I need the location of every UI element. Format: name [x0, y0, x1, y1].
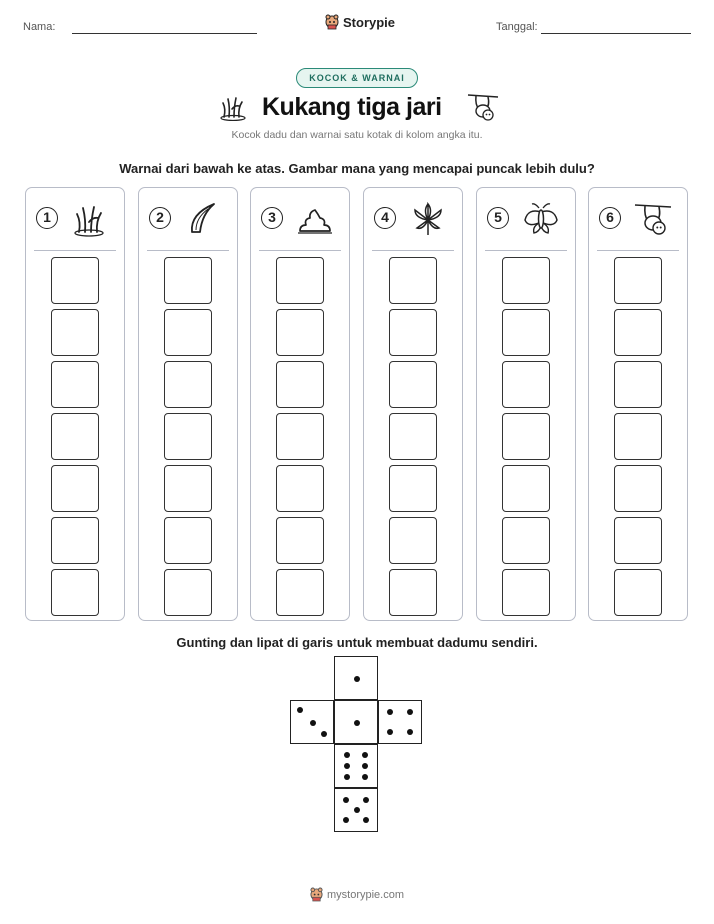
name-line[interactable] [72, 33, 257, 34]
color-cell[interactable] [502, 309, 550, 356]
column-number: 2 [149, 207, 171, 229]
storypie-mascot-icon [310, 887, 323, 902]
column-divider [259, 250, 341, 251]
color-cell[interactable] [614, 569, 662, 616]
die-pip [363, 817, 369, 823]
color-cell[interactable] [614, 257, 662, 304]
leaf-icon [409, 200, 447, 238]
die-pip [321, 731, 327, 737]
color-cell[interactable] [614, 309, 662, 356]
die-face-one [334, 700, 378, 744]
die-pip [344, 763, 350, 769]
color-cell[interactable] [389, 361, 437, 408]
color-cell[interactable] [502, 413, 550, 460]
color-cell[interactable] [614, 361, 662, 408]
die-pip [362, 763, 368, 769]
brand-logo [325, 14, 395, 30]
color-cell[interactable] [51, 465, 99, 512]
color-cell[interactable] [164, 309, 212, 356]
color-cell[interactable] [164, 413, 212, 460]
die-pip [363, 797, 369, 803]
column-divider [147, 250, 229, 251]
date-line[interactable] [541, 33, 691, 34]
column-6 [588, 187, 688, 621]
color-cell[interactable] [502, 465, 550, 512]
die-pip [310, 720, 316, 726]
die-pip [354, 676, 360, 682]
column-number: 3 [261, 207, 283, 229]
color-cell[interactable] [276, 465, 324, 512]
die-pip [407, 709, 413, 715]
column-number: 1 [36, 207, 58, 229]
color-cell[interactable] [51, 569, 99, 616]
color-cell[interactable] [51, 361, 99, 408]
die-face-four [378, 700, 422, 744]
die-pip [343, 817, 349, 823]
color-cell[interactable] [389, 517, 437, 564]
sloth-icon [634, 200, 672, 238]
die-pip [362, 752, 368, 758]
moth-icon [522, 200, 560, 238]
color-cell[interactable] [502, 517, 550, 564]
footer [310, 887, 404, 902]
column-divider [372, 250, 454, 251]
claw-icon [184, 200, 222, 238]
color-cell[interactable] [389, 569, 437, 616]
color-cell[interactable] [502, 361, 550, 408]
color-cell[interactable] [164, 569, 212, 616]
color-cell[interactable] [389, 309, 437, 356]
die-face-six [334, 744, 378, 788]
color-cell[interactable] [276, 569, 324, 616]
color-cell[interactable] [51, 257, 99, 304]
page-subtitle: Kocok dadu dan warnai satu kotak di kolom angka itu. [231, 129, 483, 141]
activity-badge: KOCOK & WARNAI [296, 68, 418, 88]
color-cell[interactable] [276, 517, 324, 564]
die-face-three [290, 700, 334, 744]
color-cell[interactable] [51, 413, 99, 460]
color-instruction: Warnai dari bawah ke atas. Gambar mana yang mencapai puncak lebih dulu? [119, 161, 595, 176]
column-3 [250, 187, 350, 621]
coral-icon [218, 93, 248, 121]
footer-url[interactable]: mystorypie.com [327, 888, 405, 901]
storypie-mascot-icon [325, 14, 339, 30]
color-cell[interactable] [164, 361, 212, 408]
color-cell[interactable] [502, 257, 550, 304]
die-pip [362, 774, 368, 780]
die-pip [344, 774, 350, 780]
column-number: 6 [599, 207, 621, 229]
die-pip [354, 720, 360, 726]
cut-instruction: Gunting dan lipat di garis untuk membuat dadumu sendiri. [176, 635, 538, 650]
die-pip [354, 807, 360, 813]
color-cell[interactable] [614, 413, 662, 460]
coral-icon [71, 200, 109, 238]
die-pip [297, 707, 303, 713]
dice-net [290, 656, 424, 836]
color-cell[interactable] [276, 309, 324, 356]
color-cell[interactable] [51, 309, 99, 356]
color-cell[interactable] [389, 257, 437, 304]
color-cell[interactable] [614, 465, 662, 512]
color-cell[interactable] [389, 465, 437, 512]
color-cell[interactable] [389, 413, 437, 460]
die-pip [407, 729, 413, 735]
column-4 [363, 187, 463, 621]
die-pip [344, 752, 350, 758]
die-pip [387, 709, 393, 715]
column-number: 4 [374, 207, 396, 229]
name-label: Nama: [23, 21, 56, 33]
color-cell[interactable] [276, 361, 324, 408]
color-cell[interactable] [276, 413, 324, 460]
column-divider [34, 250, 116, 251]
color-cell[interactable] [614, 517, 662, 564]
color-cell[interactable] [164, 465, 212, 512]
color-cell[interactable] [164, 517, 212, 564]
column-number: 5 [487, 207, 509, 229]
die-face-five [334, 788, 378, 832]
column-5 [476, 187, 576, 621]
color-cell[interactable] [51, 517, 99, 564]
column-1 [25, 187, 125, 621]
column-divider [597, 250, 679, 251]
date-label: Tanggal: [496, 21, 538, 33]
column-2 [138, 187, 238, 621]
die-face-one [334, 656, 378, 700]
die-pip [387, 729, 393, 735]
color-cell[interactable] [164, 257, 212, 304]
dung-icon [296, 200, 334, 238]
page-title: Kukang tiga jari [262, 93, 442, 121]
die-pip [343, 797, 349, 803]
brand-name: Storypie [343, 14, 396, 30]
color-cell[interactable] [276, 257, 324, 304]
column-divider [485, 250, 567, 251]
sloth-icon [466, 91, 500, 123]
color-cell[interactable] [502, 569, 550, 616]
